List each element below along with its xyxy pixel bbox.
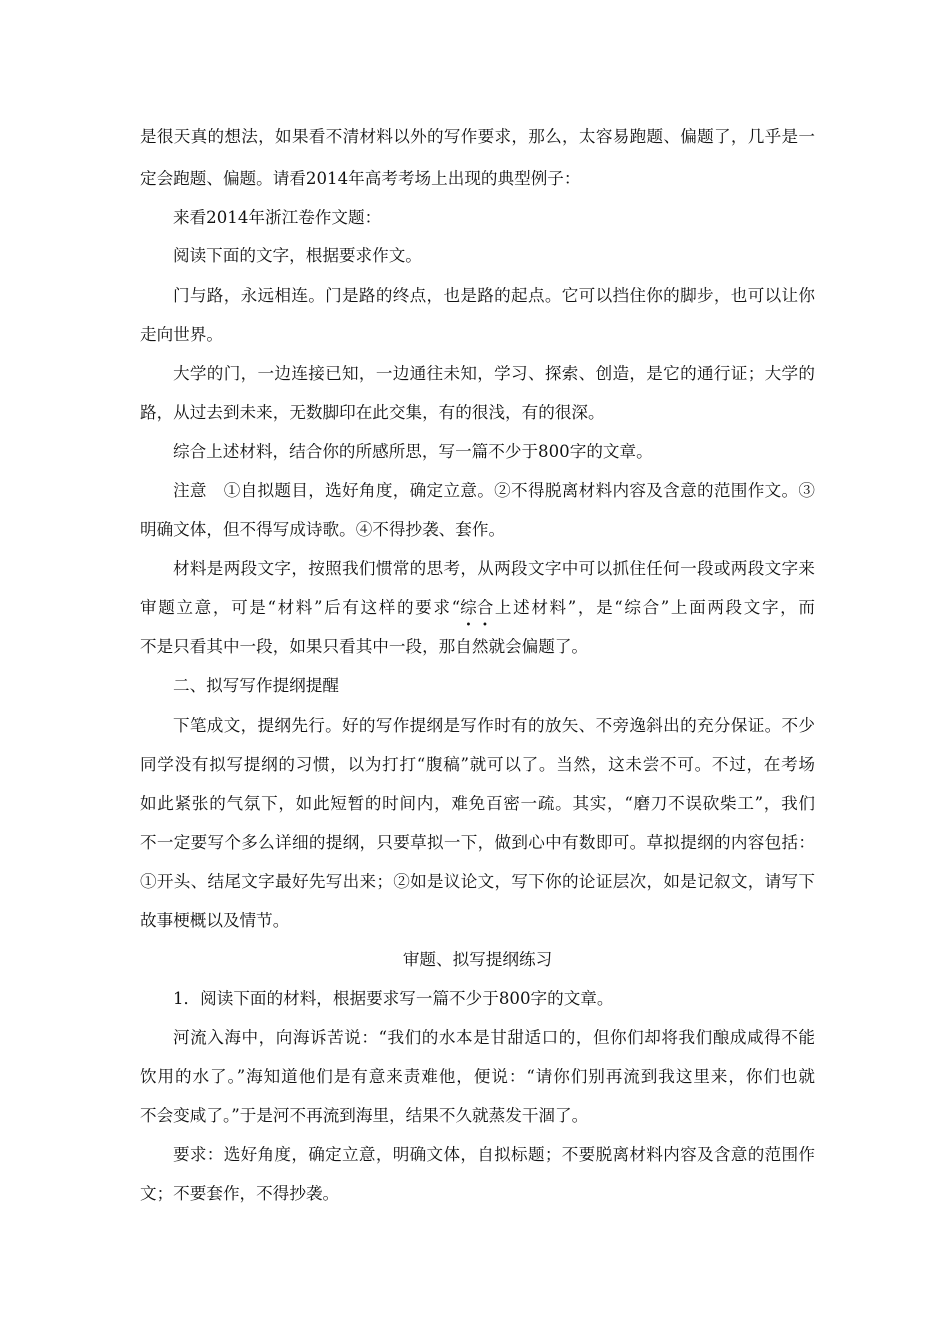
line-segment: 审题立意，可是“材料”后有这样的要求“	[140, 598, 461, 617]
paragraph-line-emphasis	[140, 596, 815, 620]
section-heading: 二、拟写写作提纲提醒	[173, 676, 339, 695]
paragraph-line: 饮用的水了。”海知道他们是有意来责难他，便说：“请你们别再流到我这里来，你们也就	[140, 1067, 815, 1086]
paragraph-line: 1．阅读下面的材料，根据要求写一篇不少于800字的文章。	[173, 989, 614, 1008]
paragraph-line: 不是只看其中一段，如果只看其中一段，那自然就会偏题了。	[140, 637, 589, 656]
line-segment: 上述材料”，是“综合”上面两段文字，而	[493, 598, 815, 617]
paragraph-line: 河流入海中，向海诉苦说：“我们的水本是甘甜适口的，但你们却将我们酿成咸得不能	[173, 1028, 815, 1047]
paragraph-line: 明确文体，但不得写成诗歌。④不得抄袭、套作。	[140, 520, 506, 539]
paragraph-line: 是很天真的想法，如果看不清材料以外的写作要求，那么，太容易跑题、偏题了，几乎是一	[140, 127, 815, 146]
paragraph-line: 不一定要写个多么详细的提纲，只要草拟一下，做到心中有数即可。草拟提纲的内容包括：	[140, 833, 815, 852]
paragraph-line: 门与路，永远相连。门是路的终点，也是路的起点。它可以挡住你的脚步，也可以让你	[173, 286, 815, 305]
section-title: 审题、拟写提纲练习	[402, 950, 553, 969]
paragraph-line: 材料是两段文字，按照我们惯常的思考，从两段文字中可以抓住任何一段或两段文字来	[173, 559, 815, 578]
paragraph-line: 不会变咸了。”于是河不再流到海里，结果不久就蒸发干涸了。	[140, 1106, 589, 1125]
paragraph-line: 同学没有拟写提纲的习惯，以为打打“腹稿”就可以了。当然，这未尝不可。不过，在考场	[140, 755, 815, 774]
paragraph-line: 故事梗概以及情节。	[140, 911, 290, 930]
paragraph-line: 综合上述材料，结合你的所感所思，写一篇不少于800字的文章。	[173, 442, 653, 461]
emphasis-char: 综	[460, 598, 477, 617]
paragraph-line: 走向世界。	[140, 325, 223, 344]
paragraph-line: 来看2014年浙江卷作文题：	[173, 208, 382, 227]
paragraph-line: ①开头、结尾文字最好先写出来；②如是议论文，写下你的论证层次，如是记叙文，请写下	[140, 872, 815, 891]
emphasis-char: 合	[476, 598, 494, 617]
paragraph-line: 路，从过去到未来，无数脚印在此交集，有的很浅，有的很深。	[140, 403, 605, 422]
paragraph-line: 如此紧张的气氛下，如此短暂的时间内，难免百密一疏。其实，“磨刀不误砍柴工”，我们	[140, 794, 815, 813]
paragraph-line: 定会跑题、偏题。请看2014年高考考场上出现的典型例子：	[140, 169, 581, 188]
paragraph-line: 要求：选好角度，确定立意，明确文体，自拟标题；不要脱离材料内容及含意的范围作	[173, 1145, 815, 1164]
paragraph-line: 阅读下面的文字，根据要求作文。	[173, 246, 422, 265]
paragraph-line: 大学的门，一边连接已知，一边通往未知，学习、探索、创造，是它的通行证；大学的	[173, 364, 815, 383]
paragraph-line: 文；不要套作，不得抄袭。	[140, 1184, 340, 1203]
paragraph-line: 下笔成文，提纲先行。好的写作提纲是写作时有的放矢、不旁逸斜出的充分保证。不少	[173, 716, 815, 735]
paragraph-line: 注意 ①自拟题目，选好角度，确定立意。②不得脱离材料内容及含意的范围作文。③	[173, 481, 815, 500]
